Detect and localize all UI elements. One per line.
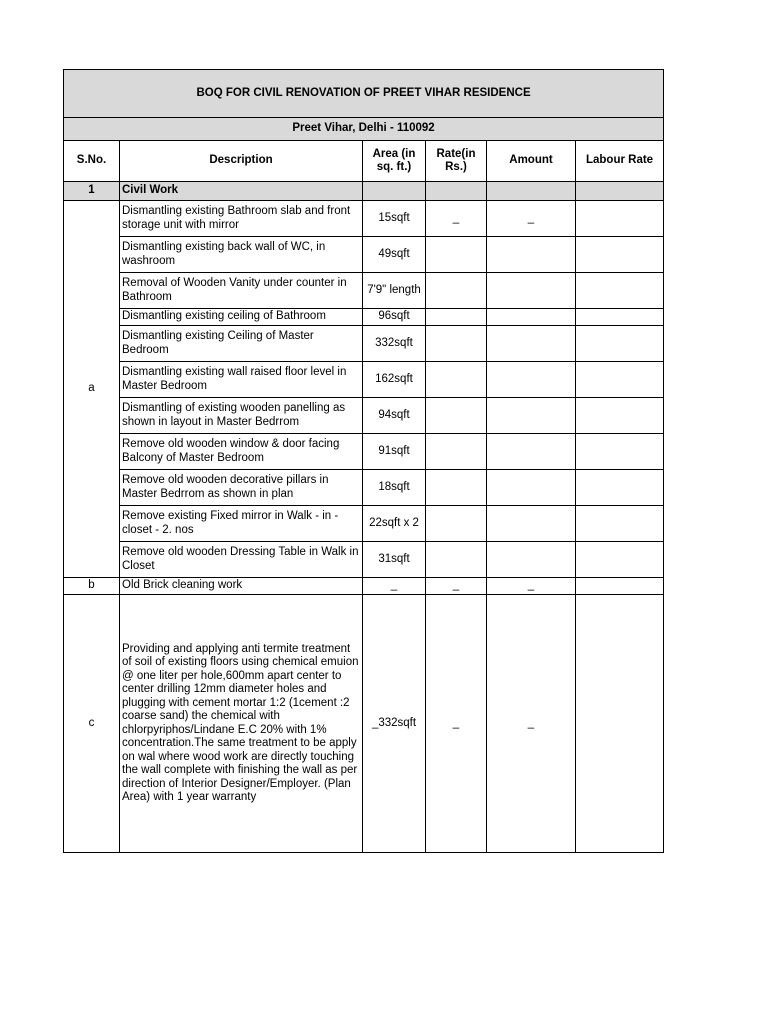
item-rate xyxy=(426,273,487,309)
item-area: 332sqft xyxy=(363,326,426,362)
section-number: 1 xyxy=(64,182,120,201)
item-area: 49sqft xyxy=(363,237,426,273)
table-row xyxy=(64,309,664,326)
item-area: 91sqft xyxy=(363,434,426,470)
item-amount: _ xyxy=(487,578,576,595)
item-labour-rate xyxy=(576,595,664,853)
item-amount xyxy=(487,434,576,470)
item-rate xyxy=(426,326,487,362)
item-labour-rate xyxy=(576,506,664,542)
header-area-line1: Area (in xyxy=(372,147,416,160)
table-row xyxy=(64,273,664,309)
item-rate xyxy=(426,362,487,398)
item-area: 96sqft xyxy=(363,309,426,326)
group-c-label: c xyxy=(64,595,120,853)
table-row xyxy=(64,237,664,273)
item-area: 31sqft xyxy=(363,542,426,578)
item-labour-rate xyxy=(576,309,664,326)
item-description: Providing and applying anti termite treatment of soil of existing floors using chemical emuion @ one liter per hole,600mm apart center to center drilling 12mm diameter holes and plugging with cement mortar 1:2 (1cement :2 coarse sand) the chemical with chlorpyriphos/Lindane E.C 20% with 1% concentration.The same treatment to be apply on wal where wood work are directly touching the wall complete with finishing the wall as per direction of Interior Designer/Employer. (Plan Area) with 1 year warranty xyxy=(120,595,363,853)
section-cell xyxy=(487,182,576,201)
header-area-line2: sq. ft.) xyxy=(376,161,412,173)
item-description: Dismantling existing back wall of WC, in washroom xyxy=(120,237,363,273)
item-amount xyxy=(487,542,576,578)
item-description: Old Brick cleaning work xyxy=(120,578,363,595)
header-rate xyxy=(426,141,487,182)
section-cell xyxy=(426,182,487,201)
item-labour-rate xyxy=(576,578,664,595)
table-row xyxy=(64,542,664,578)
item-labour-rate xyxy=(576,273,664,309)
table-row xyxy=(64,201,664,237)
item-rate xyxy=(426,434,487,470)
item-rate xyxy=(426,470,487,506)
group-b-label: b xyxy=(64,578,120,595)
header-description: Description xyxy=(120,141,363,182)
item-labour-rate xyxy=(576,470,664,506)
item-rate xyxy=(426,309,487,326)
header-sno: S.No. xyxy=(64,141,120,182)
title-row xyxy=(64,70,664,118)
item-description: Remove old wooden window & door facing Balcony of Master Bedroom xyxy=(120,434,363,470)
item-area: _ xyxy=(363,578,426,595)
item-description: Remove existing Fixed mirror in Walk - in -closet - 2. nos xyxy=(120,506,363,542)
item-description: Remove old wooden Dressing Table in Walk in Closet xyxy=(120,542,363,578)
item-amount xyxy=(487,470,576,506)
item-description: Dismantling existing Bathroom slab and front storage unit with mirror xyxy=(120,201,363,237)
section-cell xyxy=(576,182,664,201)
item-labour-rate xyxy=(576,326,664,362)
item-amount: _ xyxy=(487,595,576,853)
item-rate xyxy=(426,542,487,578)
item-area: 162sqft xyxy=(363,362,426,398)
item-area: 94sqft xyxy=(363,398,426,434)
item-amount xyxy=(487,326,576,362)
item-area: 15sqft xyxy=(363,201,426,237)
item-description: Removal of Wooden Vanity under counter in Bathroom xyxy=(120,273,363,309)
item-description: Dismantling of existing wooden panelling as shown in layout in Master Bedrrom xyxy=(120,398,363,434)
header-row xyxy=(64,141,664,182)
header-area xyxy=(363,141,426,182)
document-title: BOQ FOR CIVIL RENOVATION OF PREET VIHAR RESIDENCE xyxy=(64,70,664,118)
item-amount: _ xyxy=(487,201,576,237)
header-rate-line1: Rate(in xyxy=(436,147,476,160)
table-row xyxy=(64,398,664,434)
item-description: Dismantling existing ceiling of Bathroom xyxy=(120,309,363,326)
table-row xyxy=(64,595,664,853)
header-amount: Amount xyxy=(487,141,576,182)
item-rate: _ xyxy=(426,595,487,853)
item-labour-rate xyxy=(576,434,664,470)
item-amount xyxy=(487,362,576,398)
header-labour-rate: Labour Rate xyxy=(576,141,664,182)
item-area: 7'9" length xyxy=(363,273,426,309)
table-row xyxy=(64,326,664,362)
item-rate xyxy=(426,237,487,273)
item-amount xyxy=(487,237,576,273)
document-subtitle: Preet Vihar, Delhi - 110092 xyxy=(64,118,664,141)
table-row xyxy=(64,470,664,506)
section-cell xyxy=(363,182,426,201)
item-rate xyxy=(426,506,487,542)
item-area: 22sqft x 2 xyxy=(363,506,426,542)
item-labour-rate xyxy=(576,398,664,434)
item-amount xyxy=(487,309,576,326)
item-description: Dismantling existing wall raised floor level in Master Bedroom xyxy=(120,362,363,398)
table-row xyxy=(64,434,664,470)
item-description: Dismantling existing Ceiling of Master Bedroom xyxy=(120,326,363,362)
item-amount xyxy=(487,273,576,309)
item-amount xyxy=(487,398,576,434)
section-name: Civil Work xyxy=(120,182,363,201)
item-labour-rate xyxy=(576,201,664,237)
table-row xyxy=(64,506,664,542)
item-amount xyxy=(487,506,576,542)
item-description: Remove old wooden decorative pillars in Master Bedrrom as shown in plan xyxy=(120,470,363,506)
header-rate-line2: Rs.) xyxy=(445,161,467,173)
subtitle-row xyxy=(64,118,664,141)
item-rate: _ xyxy=(426,578,487,595)
item-area: _332sqft xyxy=(363,595,426,853)
table-row xyxy=(64,362,664,398)
group-a-label: a xyxy=(64,201,120,578)
item-area: 18sqft xyxy=(363,470,426,506)
item-rate: _ xyxy=(426,201,487,237)
item-labour-rate xyxy=(576,237,664,273)
item-labour-rate xyxy=(576,362,664,398)
item-labour-rate xyxy=(576,542,664,578)
boq-table xyxy=(63,69,664,853)
item-rate xyxy=(426,398,487,434)
table-row xyxy=(64,578,664,595)
section-row xyxy=(64,182,664,201)
